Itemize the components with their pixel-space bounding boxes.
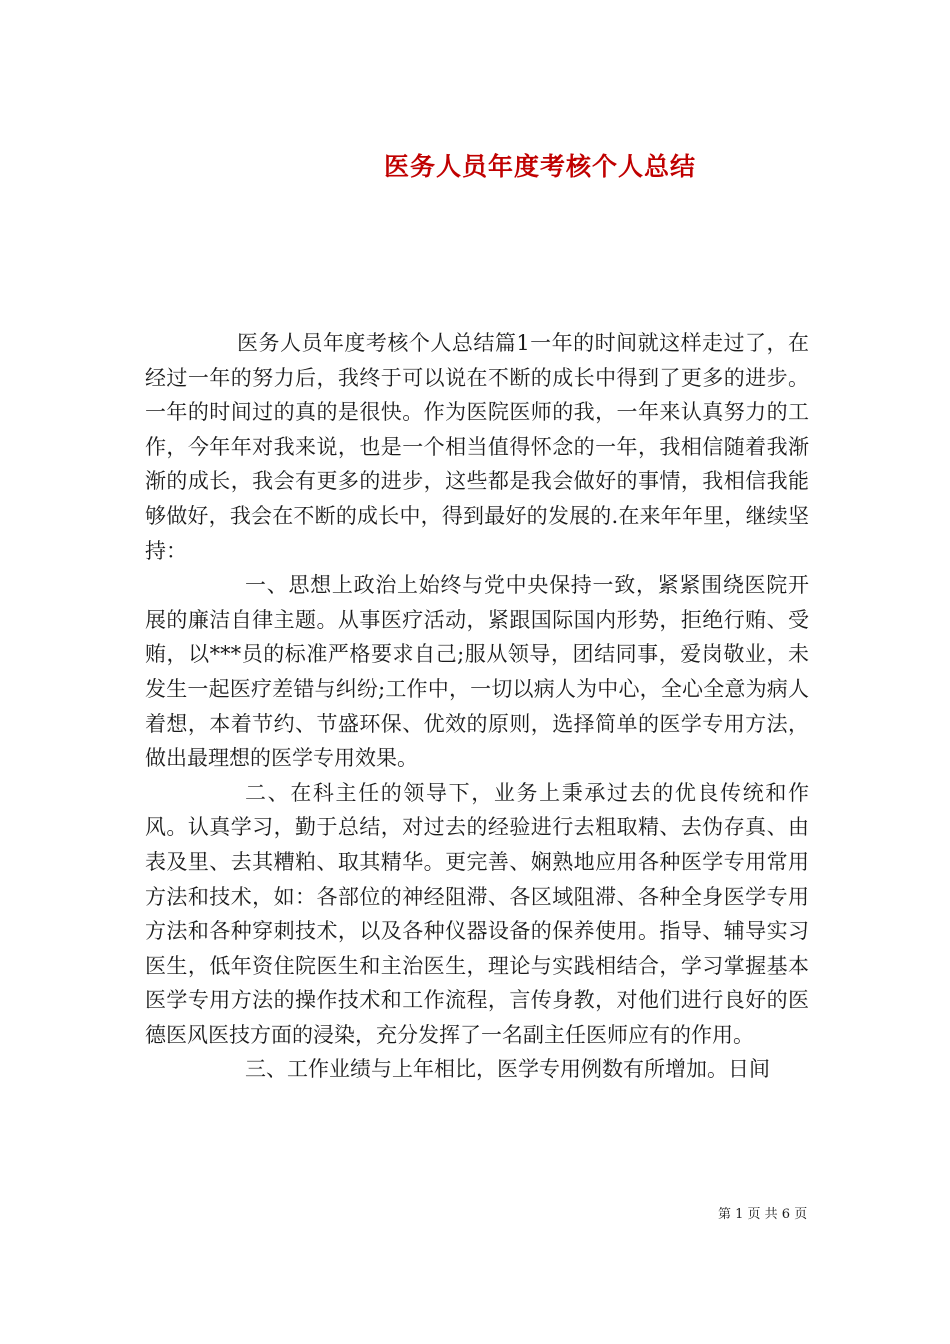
paragraph-section-3: 三、工作业绩与上年相比，医学专用例数有所增加。日间 — [245, 1057, 770, 1082]
page-number-footer: 第 1 页 共 6 页 — [718, 1207, 808, 1222]
paragraph-intro: 医务人员年度考核个人总结篇1一年的时间就这样走过了，在经过一年的努力后，我终于可以说在不断的成长中得到了更多的进步。一年的时间过的真的是很快。作为医院医师的我，一年来认真努力的工作，今年年对我来说，也是一个相当值得怀念的一年，我相信随着我渐渐的成长，我会有更多的进步，这些都是我会做好的事情，我相信我能够做好，我会在不断的成长中，得到最好的发展的.在来年年里，继续坚持： — [145, 331, 809, 563]
paragraph-section-2: 二、在科主任的领导下，业务上秉承过去的优良传统和作风。认真学习，勤于总结，对过去的经验进行去粗取精、去伪存真、由表及里、去其糟粕、取其精华。更完善、娴熟地应用各种医学专用常用方法和技术，如：各部位的神经阻滞、各区域阻滞、各种全身医学专用方法和各种穿刺技术，以及各种仪器设备的保养使用。指导、辅导实习医生，低年资住院医生和主治医生，理论与实践相结合，学习掌握基本医学专用方法的操作技术和工作流程，言传身教，对他们进行良好的医德医风医技方面的浸染，充分发挥了一名副主任医师应有的作用。 — [145, 780, 809, 1047]
document-body — [145, 326, 809, 1087]
page-title: 医务人员年度考核个人总结 — [383, 151, 696, 181]
paragraph-section-1: 一、思想上政治上始终与党中央保持一致，紧紧围绕医院开展的廉洁自律主题。从事医疗活动，紧跟国际国内形势，拒绝行贿、受贿，以***员的标准严格要求自己;服从领导，团结同事，爱岗敬业，未发生一起医疗差错与纠纷;工作中，一切以病人为中心，全心全意为病人着想，本着节约、节盛环保、优效的原则，选择简单的医学专用方法，做出最理想的医学专用效果。 — [145, 573, 809, 771]
